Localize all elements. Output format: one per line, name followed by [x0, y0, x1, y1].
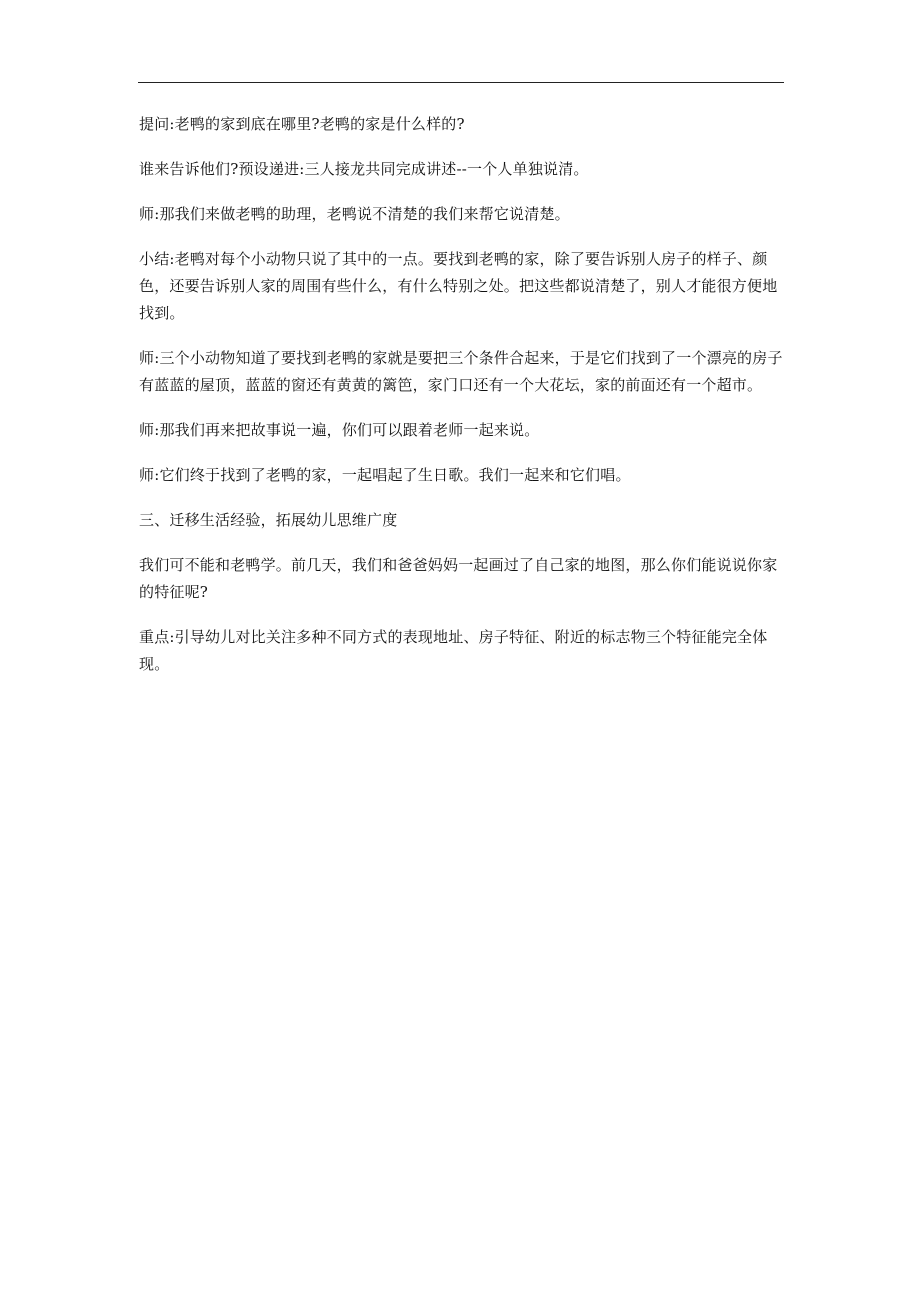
header-rule [138, 82, 784, 83]
paragraph-who-tells: 谁来告诉他们?预设递进:三人接龙共同完成讲述--一个人单独说清。 [139, 160, 589, 178]
paragraph-retell-story: 师:那我们再来把故事说一遍，你们可以跟着老师一起来说。 [139, 421, 540, 439]
section-heading-three: 三、迁移生活经验，拓展幼儿思维广度 [139, 511, 398, 529]
paragraph-teacher-assistant: 师:那我们来做老鸭的助理，老鸭说不清楚的我们来帮它说清楚。 [139, 205, 570, 223]
paragraph-question: 提问:老鸭的家到底在哪里?老鸭的家是什么样的? [139, 115, 465, 133]
paragraph-summary: 小结:老鸭对每个小动物只说了其中的一点。要找到老鸭的家，除了要告诉别人房子的样子、颜色，还要告诉别人家的周围有些什么，有什么特别之处。把这些都说清楚了，别人才能很方便地找到。 [139, 250, 778, 322]
document-body [139, 111, 787, 696]
paragraph-birthday-song: 师:它们终于找到了老鸭的家，一起唱起了生日歌。我们一起来和它们唱。 [139, 466, 631, 484]
paragraph-three-animals: 师:三个小动物知道了要找到老鸭的家就是要把三个条件合起来，于是它们找到了一个漂亮的房子有蓝蓝的屋顶，蓝蓝的窗还有黄黄的篱笆，家门口还有一个大花坛，家的前面还有一个超市。 [139, 349, 783, 394]
paragraph-family-map: 我们可不能和老鸭学。前几天，我们和爸爸妈妈一起画过了自己家的地图，那么你们能说说你家的特征呢? [139, 556, 778, 601]
paragraph-key-point: 重点:引导幼儿对比关注多种不同方式的表现地址、房子特征、附近的标志物三个特征能完全体现。 [139, 628, 768, 673]
